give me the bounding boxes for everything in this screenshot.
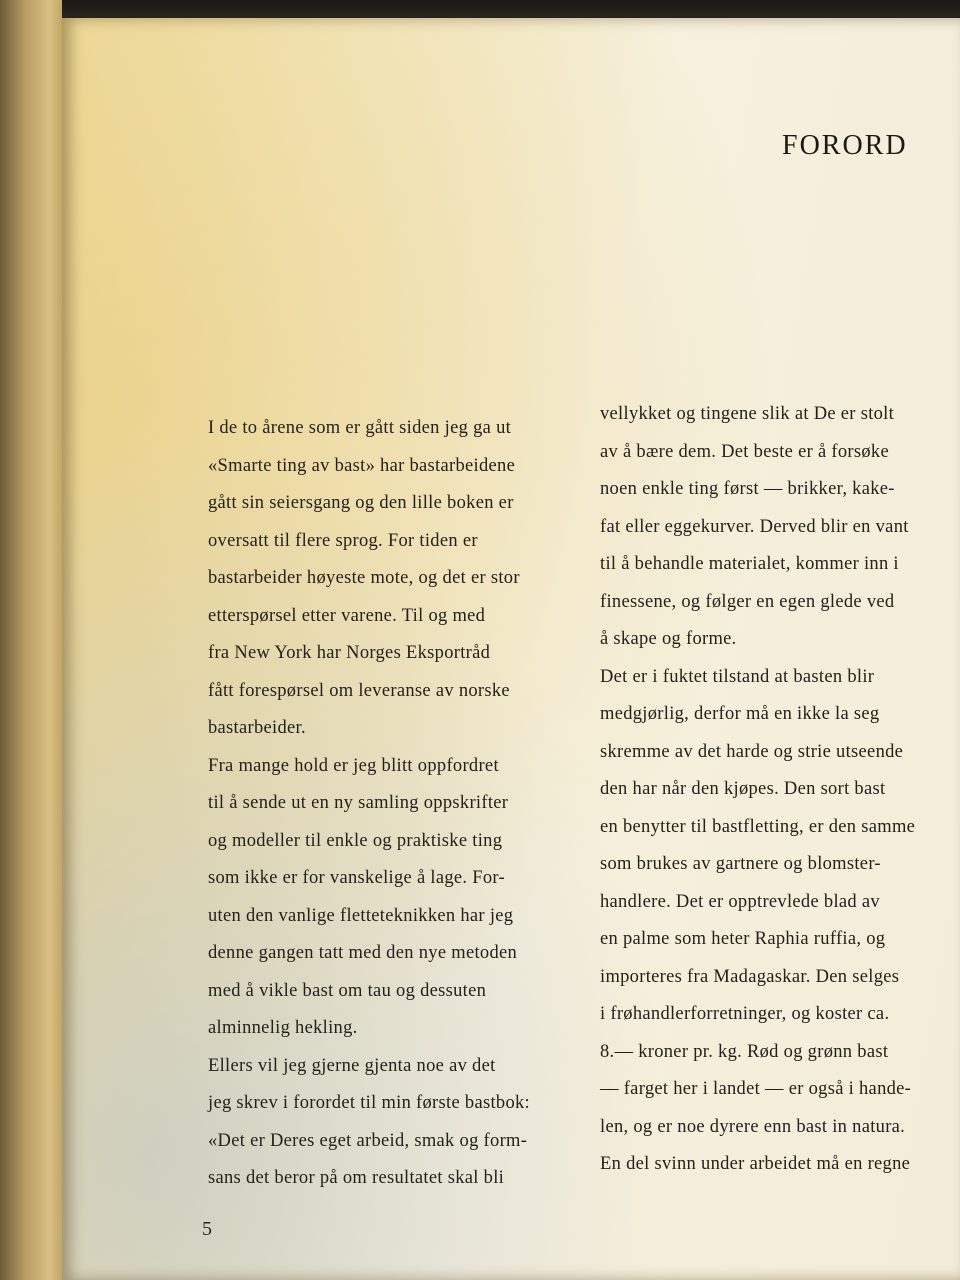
- right-text-column: [600, 396, 960, 1184]
- paragraph: vellykket og tingene slik at De er stolt av å bære dem. Det beste er å forsøke noen enkle ting først — brikker, kake- fat eller eggekurver. Derved blir en vant til å behandle materialet, kommer inn i finessene, og følger en egen glede ved å skape og forme.: [600, 404, 909, 649]
- page-title: FORORD: [782, 130, 908, 161]
- left-text-column: [208, 410, 578, 1198]
- book-page: [62, 18, 960, 1280]
- paragraph: I de to årene som er gått siden jeg ga ut «Smarte ting av bast» har bastarbeidene gått sin seiersgang og den lille boken er oversatt til flere sprog. For tiden er bastarbeider høyeste mote, og det er stor etterspørsel etter varene. Til og med fra New York har Norges Eksportråd fått forespørsel om leveranse av norske bastarbeider.: [208, 418, 520, 738]
- previous-page-edge: [0, 0, 62, 1280]
- paragraph: Det er i fuktet tilstand at basten blir medgjørlig, derfor må en ikke la seg skremme av det harde og strie utseende den har når den kjøpes. Den sort bast en benytter til bastfletting, er den samme som brukes av gartnere og blomster- handlere. Det er opptrevlede blad av en palme som heter Raphia ruffia, og importeres fra Madagaskar. Den selges i frøhandlerforretninger, og koster ca. 8.— kroner pr. kg. Rød og grønn bast — farget her i landet — er også i hande- len, og er noe dyrere enn bast in natura. En del svinn under arbeidet må en regne: [600, 666, 916, 1174]
- page-number: 5: [202, 1218, 212, 1240]
- paragraph: Ellers vil jeg gjerne gjenta noe av det jeg skrev i forordet til min første bastbok: «Det er Deres eget arbeid, smak og form- sans det beror på om resultatet skal bli: [208, 1055, 530, 1188]
- paragraph: Fra mange hold er jeg blitt oppfordret til å sende ut en ny samling oppskrifter og modeller til enkle og praktiske ting som ikke er for vanskelige å lage. For- uten den vanlige fletteteknikken har jeg denne gangen tatt med den nye metoden med å vikle bast om tau og dessuten alminnelig hekling.: [208, 755, 518, 1038]
